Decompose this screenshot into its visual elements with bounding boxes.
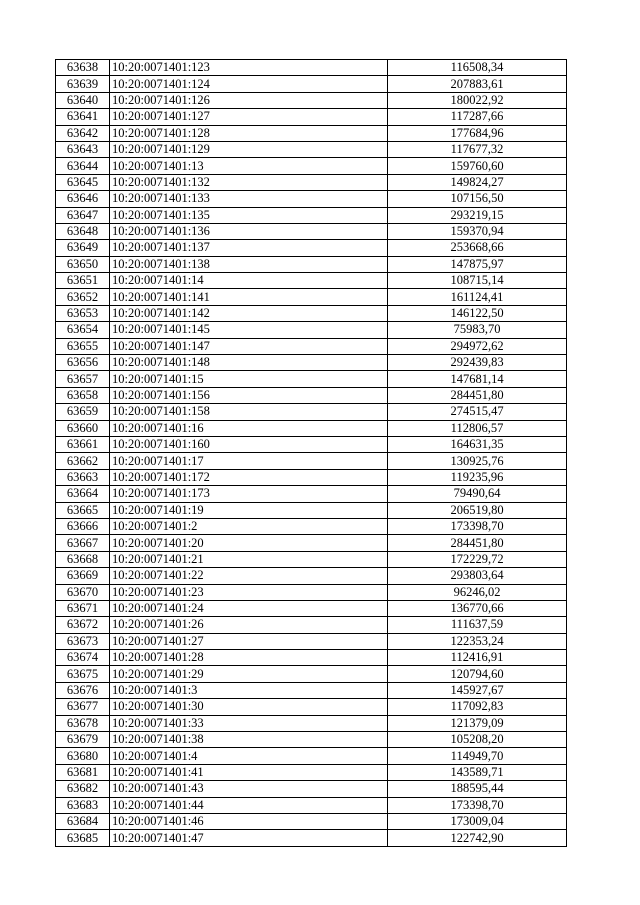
value-cell: 119235,96	[388, 469, 567, 485]
row-number-cell: 63648	[56, 223, 110, 239]
value-cell: 108715,14	[388, 273, 567, 289]
table-row	[56, 191, 567, 207]
table-row	[56, 748, 567, 764]
cadastral-number-cell: 10:20:0071401:19	[110, 502, 388, 518]
value-cell: 111637,59	[388, 617, 567, 633]
row-number-cell: 63664	[56, 486, 110, 502]
cadastral-number-cell: 10:20:0071401:2	[110, 518, 388, 534]
table-row	[56, 355, 567, 371]
cadastral-number-cell: 10:20:0071401:137	[110, 240, 388, 256]
value-cell: 112806,57	[388, 420, 567, 436]
row-number-cell: 63676	[56, 682, 110, 698]
table-row	[56, 682, 567, 698]
cadastral-number-cell: 10:20:0071401:22	[110, 568, 388, 584]
value-cell: 122353,24	[388, 633, 567, 649]
row-number-cell: 63682	[56, 781, 110, 797]
value-cell: 145927,67	[388, 682, 567, 698]
value-cell: 122742,90	[388, 830, 567, 846]
table-row	[56, 502, 567, 518]
table-row	[56, 158, 567, 174]
row-number-cell: 63685	[56, 830, 110, 846]
row-number-cell: 63675	[56, 666, 110, 682]
row-number-cell: 63643	[56, 141, 110, 157]
table-row	[56, 764, 567, 780]
cadastral-number-cell: 10:20:0071401:142	[110, 305, 388, 321]
value-cell: 180022,92	[388, 92, 567, 108]
table-row	[56, 699, 567, 715]
row-number-cell: 63668	[56, 551, 110, 567]
row-number-cell: 63673	[56, 633, 110, 649]
row-number-cell: 63658	[56, 387, 110, 403]
value-cell: 96246,02	[388, 584, 567, 600]
cadastral-number-cell: 10:20:0071401:172	[110, 469, 388, 485]
table-row	[56, 568, 567, 584]
row-number-cell: 63651	[56, 273, 110, 289]
value-cell: 149824,27	[388, 174, 567, 190]
table-row	[56, 305, 567, 321]
cadastral-number-cell: 10:20:0071401:135	[110, 207, 388, 223]
value-cell: 79490,64	[388, 486, 567, 502]
value-cell: 107156,50	[388, 191, 567, 207]
value-cell: 130925,76	[388, 453, 567, 469]
table-row	[56, 420, 567, 436]
cadastral-number-cell: 10:20:0071401:124	[110, 76, 388, 92]
row-number-cell: 63663	[56, 469, 110, 485]
table-row	[56, 404, 567, 420]
cadastral-number-cell: 10:20:0071401:147	[110, 338, 388, 354]
cadastral-number-cell: 10:20:0071401:17	[110, 453, 388, 469]
cadastral-number-cell: 10:20:0071401:3	[110, 682, 388, 698]
cadastral-number-cell: 10:20:0071401:26	[110, 617, 388, 633]
row-number-cell: 63638	[56, 60, 110, 76]
cadastral-number-cell: 10:20:0071401:21	[110, 551, 388, 567]
table-row	[56, 830, 567, 846]
cadastral-number-cell: 10:20:0071401:46	[110, 813, 388, 829]
value-cell: 117287,66	[388, 109, 567, 125]
value-cell: 161124,41	[388, 289, 567, 305]
cadastral-number-cell: 10:20:0071401:23	[110, 584, 388, 600]
cadastral-number-cell: 10:20:0071401:20	[110, 535, 388, 551]
cadastral-number-cell: 10:20:0071401:158	[110, 404, 388, 420]
cadastral-number-cell: 10:20:0071401:44	[110, 797, 388, 813]
row-number-cell: 63672	[56, 617, 110, 633]
cadastral-number-cell: 10:20:0071401:47	[110, 830, 388, 846]
data-table	[55, 59, 567, 847]
cadastral-number-cell: 10:20:0071401:141	[110, 289, 388, 305]
row-number-cell: 63669	[56, 568, 110, 584]
table-row	[56, 715, 567, 731]
table-row	[56, 256, 567, 272]
table-row	[56, 109, 567, 125]
value-cell: 207883,61	[388, 76, 567, 92]
table-row	[56, 289, 567, 305]
row-number-cell: 63659	[56, 404, 110, 420]
table-row	[56, 436, 567, 452]
row-number-cell: 63642	[56, 125, 110, 141]
row-number-cell: 63644	[56, 158, 110, 174]
row-number-cell: 63641	[56, 109, 110, 125]
table-row	[56, 125, 567, 141]
value-cell: 293803,64	[388, 568, 567, 584]
row-number-cell: 63653	[56, 305, 110, 321]
row-number-cell: 63683	[56, 797, 110, 813]
row-number-cell: 63646	[56, 191, 110, 207]
cadastral-number-cell: 10:20:0071401:27	[110, 633, 388, 649]
table-row	[56, 551, 567, 567]
row-number-cell: 63656	[56, 355, 110, 371]
value-cell: 136770,66	[388, 600, 567, 616]
table-row	[56, 322, 567, 338]
value-cell: 117677,32	[388, 141, 567, 157]
cadastral-number-cell: 10:20:0071401:29	[110, 666, 388, 682]
cadastral-number-cell: 10:20:0071401:30	[110, 699, 388, 715]
table-row	[56, 535, 567, 551]
value-cell: 284451,80	[388, 535, 567, 551]
value-cell: 173009,04	[388, 813, 567, 829]
value-cell: 112416,91	[388, 650, 567, 666]
value-cell: 116508,34	[388, 60, 567, 76]
value-cell: 177684,96	[388, 125, 567, 141]
table-row	[56, 453, 567, 469]
value-cell: 293219,15	[388, 207, 567, 223]
cadastral-number-cell: 10:20:0071401:173	[110, 486, 388, 502]
cadastral-number-cell: 10:20:0071401:123	[110, 60, 388, 76]
cadastral-number-cell: 10:20:0071401:126	[110, 92, 388, 108]
row-number-cell: 63684	[56, 813, 110, 829]
table-row	[56, 338, 567, 354]
cadastral-number-cell: 10:20:0071401:136	[110, 223, 388, 239]
row-number-cell: 63674	[56, 650, 110, 666]
value-cell: 284451,80	[388, 387, 567, 403]
cadastral-number-cell: 10:20:0071401:24	[110, 600, 388, 616]
value-cell: 117092,83	[388, 699, 567, 715]
value-cell: 114949,70	[388, 748, 567, 764]
row-number-cell: 63655	[56, 338, 110, 354]
value-cell: 274515,47	[388, 404, 567, 420]
cadastral-number-cell: 10:20:0071401:14	[110, 273, 388, 289]
cadastral-number-cell: 10:20:0071401:148	[110, 355, 388, 371]
value-cell: 143589,71	[388, 764, 567, 780]
value-cell: 147681,14	[388, 371, 567, 387]
cadastral-number-cell: 10:20:0071401:132	[110, 174, 388, 190]
value-cell: 120794,60	[388, 666, 567, 682]
row-number-cell: 63662	[56, 453, 110, 469]
row-number-cell: 63670	[56, 584, 110, 600]
row-number-cell: 63650	[56, 256, 110, 272]
value-cell: 188595,44	[388, 781, 567, 797]
row-number-cell: 63645	[56, 174, 110, 190]
table-row	[56, 813, 567, 829]
value-cell: 164631,35	[388, 436, 567, 452]
cadastral-number-cell: 10:20:0071401:129	[110, 141, 388, 157]
value-cell: 159370,94	[388, 223, 567, 239]
row-number-cell: 63678	[56, 715, 110, 731]
value-cell: 292439,83	[388, 355, 567, 371]
table-row	[56, 518, 567, 534]
table-body	[56, 60, 567, 847]
row-number-cell: 63677	[56, 699, 110, 715]
value-cell: 172229,72	[388, 551, 567, 567]
value-cell: 206519,80	[388, 502, 567, 518]
table-row	[56, 600, 567, 616]
row-number-cell: 63657	[56, 371, 110, 387]
cadastral-number-cell: 10:20:0071401:4	[110, 748, 388, 764]
table-row	[56, 781, 567, 797]
row-number-cell: 63647	[56, 207, 110, 223]
row-number-cell: 63654	[56, 322, 110, 338]
row-number-cell: 63640	[56, 92, 110, 108]
cadastral-number-cell: 10:20:0071401:128	[110, 125, 388, 141]
row-number-cell: 63679	[56, 732, 110, 748]
value-cell: 173398,70	[388, 797, 567, 813]
row-number-cell: 63680	[56, 748, 110, 764]
table-row	[56, 240, 567, 256]
cadastral-number-cell: 10:20:0071401:127	[110, 109, 388, 125]
cadastral-number-cell: 10:20:0071401:133	[110, 191, 388, 207]
row-number-cell: 63660	[56, 420, 110, 436]
cadastral-number-cell: 10:20:0071401:160	[110, 436, 388, 452]
row-number-cell: 63665	[56, 502, 110, 518]
cadastral-number-cell: 10:20:0071401:156	[110, 387, 388, 403]
value-cell: 173398,70	[388, 518, 567, 534]
table-row	[56, 174, 567, 190]
table-row	[56, 486, 567, 502]
table-row	[56, 60, 567, 76]
table-row	[56, 141, 567, 157]
value-cell: 294972,62	[388, 338, 567, 354]
row-number-cell: 63649	[56, 240, 110, 256]
value-cell: 105208,20	[388, 732, 567, 748]
cadastral-number-cell: 10:20:0071401:41	[110, 764, 388, 780]
cadastral-number-cell: 10:20:0071401:13	[110, 158, 388, 174]
cadastral-number-cell: 10:20:0071401:33	[110, 715, 388, 731]
cadastral-number-cell: 10:20:0071401:28	[110, 650, 388, 666]
cadastral-number-cell: 10:20:0071401:15	[110, 371, 388, 387]
table-row	[56, 732, 567, 748]
cadastral-number-cell: 10:20:0071401:43	[110, 781, 388, 797]
table-row	[56, 633, 567, 649]
value-cell: 159760,60	[388, 158, 567, 174]
table-row	[56, 469, 567, 485]
cadastral-number-cell: 10:20:0071401:16	[110, 420, 388, 436]
value-cell: 253668,66	[388, 240, 567, 256]
table-row	[56, 371, 567, 387]
row-number-cell: 63667	[56, 535, 110, 551]
table-row	[56, 584, 567, 600]
cadastral-number-cell: 10:20:0071401:38	[110, 732, 388, 748]
table-row	[56, 92, 567, 108]
value-cell: 146122,50	[388, 305, 567, 321]
value-cell: 75983,70	[388, 322, 567, 338]
table-row	[56, 666, 567, 682]
row-number-cell: 63652	[56, 289, 110, 305]
row-number-cell: 63661	[56, 436, 110, 452]
table-row	[56, 387, 567, 403]
cadastral-number-cell: 10:20:0071401:145	[110, 322, 388, 338]
cadastral-number-cell: 10:20:0071401:138	[110, 256, 388, 272]
table-row	[56, 650, 567, 666]
table-row	[56, 223, 567, 239]
table-row	[56, 207, 567, 223]
row-number-cell: 63666	[56, 518, 110, 534]
table-row	[56, 797, 567, 813]
row-number-cell: 63681	[56, 764, 110, 780]
table-row	[56, 76, 567, 92]
value-cell: 121379,09	[388, 715, 567, 731]
row-number-cell: 63671	[56, 600, 110, 616]
value-cell: 147875,97	[388, 256, 567, 272]
table-row	[56, 273, 567, 289]
row-number-cell: 63639	[56, 76, 110, 92]
table-row	[56, 617, 567, 633]
